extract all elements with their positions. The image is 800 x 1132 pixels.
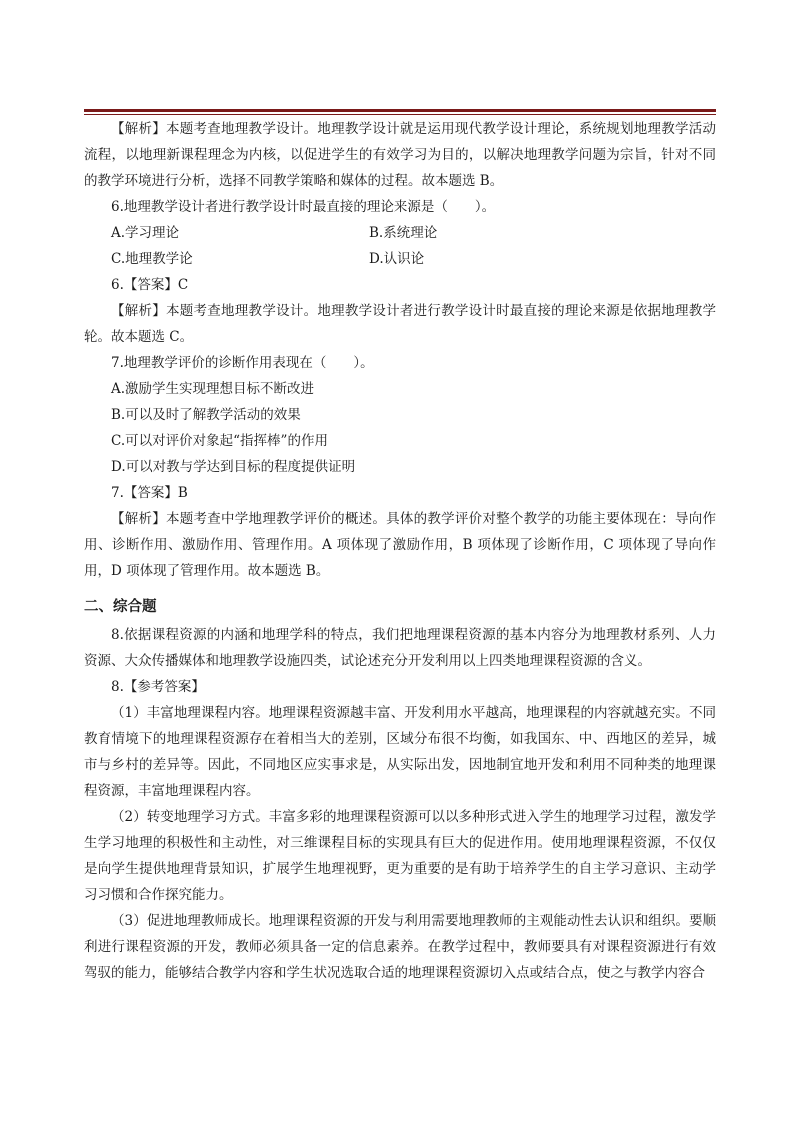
q7-answer: 7.【答案】B [111,485,188,501]
q7-analysis: 【解析】本题考查中学地理教学评价的概述。具体的教学评价对整个教学的功能主要体现在：导向作用、诊断作用、激励作用、管理作用。A 项体现了激励作用，B 项体现了诊断作用，C 项体现了导向作用，D 项体现了管理作用。故本题选 B。 [84,511,716,579]
q6-analysis: 【解析】本题考查地理教学设计。地理教学设计者进行教学设计时最直接的理论来源是依据地理教学轮。故本题选 C。 [84,303,716,345]
q7-option-a: A.激励学生实现理想目标不断改进 [111,381,315,397]
q7-options [84,376,716,480]
header-rule-thick [84,109,716,112]
header-rule-thin [84,114,716,115]
q7-option-c: C.可以对评价对象起“指挥棒”的作用 [111,433,328,449]
section-title: 二、综合题 [84,599,157,615]
q6-option-c: C.地理教学论 [111,251,193,267]
q6-question: 6.地理教学设计者进行教学设计时最直接的理论来源是（ ）。 [111,199,496,215]
q6-option-b: B.系统理论 [369,225,438,241]
q8-point-3: （3）促进地理教师成长。地理课程资源的开发与利用需要地理教师的主观能动性去认识和组织。要顺利进行课程资源的开发，教师必须具备一定的信息素养。在教学过程中，教师要具有对课程资源进行有效驾驭的能力，能够结合教学内容和学生状况选取合适的地理课程资源切入点或结合点，使之与教学内容合 [84,913,716,981]
q7-option-d: D.可以对教与学达到目标的程度提供证明 [111,459,356,475]
q6-option-d: D.认识论 [369,251,425,267]
q7-option-b: B.可以及时了解教学活动的效果 [111,407,301,423]
q6-options [84,220,716,272]
q5-analysis: 【解析】本题考查地理教学设计。地理教学设计就是运用现代教学设计理论，系统规划地理教学活动流程，以地理新课程理念为内核，以促进学生的有效学习为目的，以解决地理教学问题为宗旨，针对不同的教学环境进行分析，选择不同教学策略和媒体的过程。故本题选 B。 [84,121,716,189]
q8-point-1: （1）丰富地理课程内容。地理课程资源越丰富、开发利用水平越高，地理课程的内容就越充实。不同教育情境下的地理课程资源存在着相当大的差别，区域分布很不均衡，如我国东、中、西地区的差异，城市与乡村的差异等。因此，不同地区应实事求是，从实际出发，因地制宜地开发和利用不同种类的地理课程资源，丰富地理课程内容。 [84,705,716,799]
page-content [84,116,716,986]
q7-question: 7.地理教学评价的诊断作用表现在（ ）。 [111,355,374,371]
q6-answer: 6.【答案】C [111,277,189,293]
q8-point-2: （2）转变地理学习方式。丰富多彩的地理课程资源可以以多种形式进入学生的地理学习过程，激发学生学习地理的积极性和主动性，对三维课程目标的实现具有巨大的促进作用。使用地理课程资源，不仅仅是向学生提供地理背景知识，扩展学生地理视野，更为重要的是有助于培养学生的自主学习意识、主动学习习惯和合作探究能力。 [84,809,716,903]
q6-option-a: A.学习理论 [111,225,180,241]
q8-answer: 8.【参考答案】 [111,679,205,695]
q8-question: 8.依据课程资源的内涵和地理学科的特点，我们把地理课程资源的基本内容分为地理教材系列、人力资源、大众传播媒体和地理教学设施四类，试论述充分开发利用以上四类地理课程资源的含义。 [84,627,716,669]
